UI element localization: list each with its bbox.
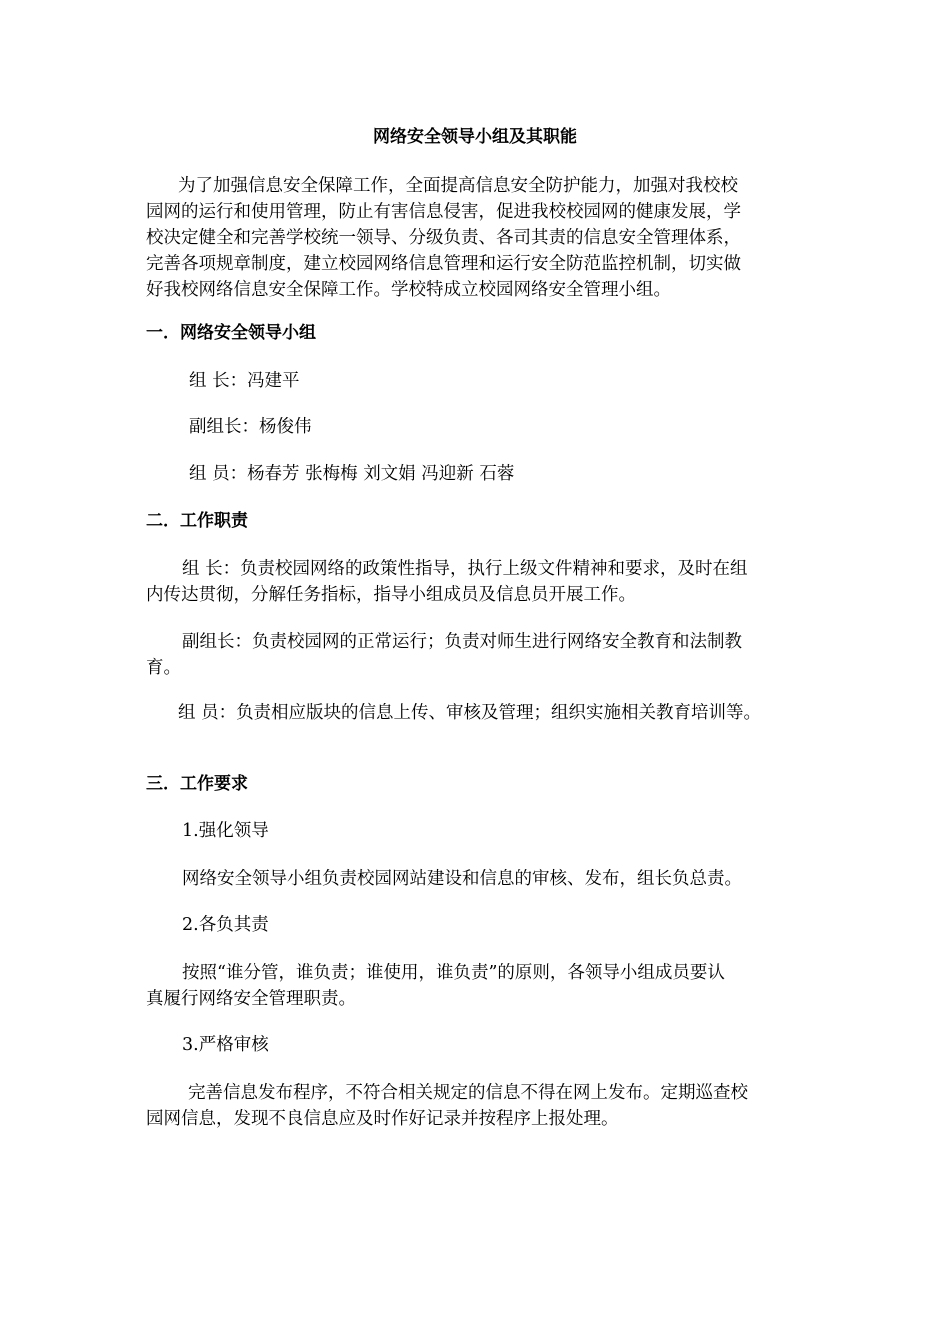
intro-line: 为了加强信息安全保障工作，全面提高信息安全防护能力，加强对我校校 — [178, 176, 738, 196]
section-2-heading: 二．工作职责 — [146, 511, 248, 531]
intro-line: 园网的运行和使用管理，防止有害信息侵害，促进我校校园网的健康发展，学 — [146, 202, 741, 222]
group-leader-line: 组 长：冯建平 — [189, 371, 300, 391]
intro-line: 校决定健全和完善学校统一领导、分级负责、各司其责的信息安全管理体系， — [146, 228, 741, 248]
requirement-2-paragraph — [146, 960, 814, 1012]
leader-duty-paragraph — [146, 556, 814, 608]
deputy-duty-line: 副组长：负责校园网的正常运行；负责对师生进行网络安全教育和法制教 — [182, 632, 742, 652]
requirement-3-paragraph — [146, 1080, 814, 1132]
requirement-3-title: 3.严格审核 — [182, 1035, 269, 1055]
member-duty-line: 组 员：负责相应版块的信息上传、审核及管理；组织实施相关教育培训等。 — [178, 703, 762, 723]
requirement-2-title: 2.各负其责 — [182, 915, 269, 935]
requirement-1-title: 1.强化领导 — [182, 821, 269, 841]
deputy-duty-paragraph — [146, 629, 814, 681]
intro-paragraph — [146, 173, 814, 303]
section-3-heading: 三．工作要求 — [146, 774, 248, 794]
deputy-leader-line: 副组长：杨俊伟 — [189, 417, 312, 437]
intro-line: 好我校网络信息安全保障工作。学校特成立校园网络安全管理小组。 — [146, 280, 671, 300]
leader-duty-line: 内传达贯彻，分解任务指标，指导小组成员及信息员开展工作。 — [146, 585, 636, 605]
requirement-2-line: 按照“谁分管，谁负责；谁使用，谁负责”的原则，各领导小组成员要认 — [182, 963, 725, 983]
requirement-1-text: 网络安全领导小组负责校园网站建设和信息的审核、发布，组长负总责。 — [182, 869, 742, 889]
group-members-line: 组 员：杨春芳 张梅梅 刘文娟 冯迎新 石蓉 — [189, 464, 515, 484]
section-1-heading: 一．网络安全领导小组 — [146, 323, 316, 343]
requirement-3-line: 园网信息，发现不良信息应及时作好记录并按程序上报处理。 — [146, 1109, 619, 1129]
document-title: 网络安全领导小组及其职能 — [373, 127, 577, 147]
leader-duty-line: 组 长：负责校园网络的政策性指导，执行上级文件精神和要求，及时在组 — [182, 559, 748, 579]
deputy-duty-line: 育。 — [146, 658, 181, 678]
intro-line: 完善各项规章制度，建立校园网络信息管理和运行安全防范监控机制，切实做 — [146, 254, 741, 274]
requirement-2-line: 真履行网络安全管理职责。 — [146, 989, 356, 1009]
requirement-3-line: 完善信息发布程序，不符合相关规定的信息不得在网上发布。定期巡查校 — [188, 1083, 748, 1103]
